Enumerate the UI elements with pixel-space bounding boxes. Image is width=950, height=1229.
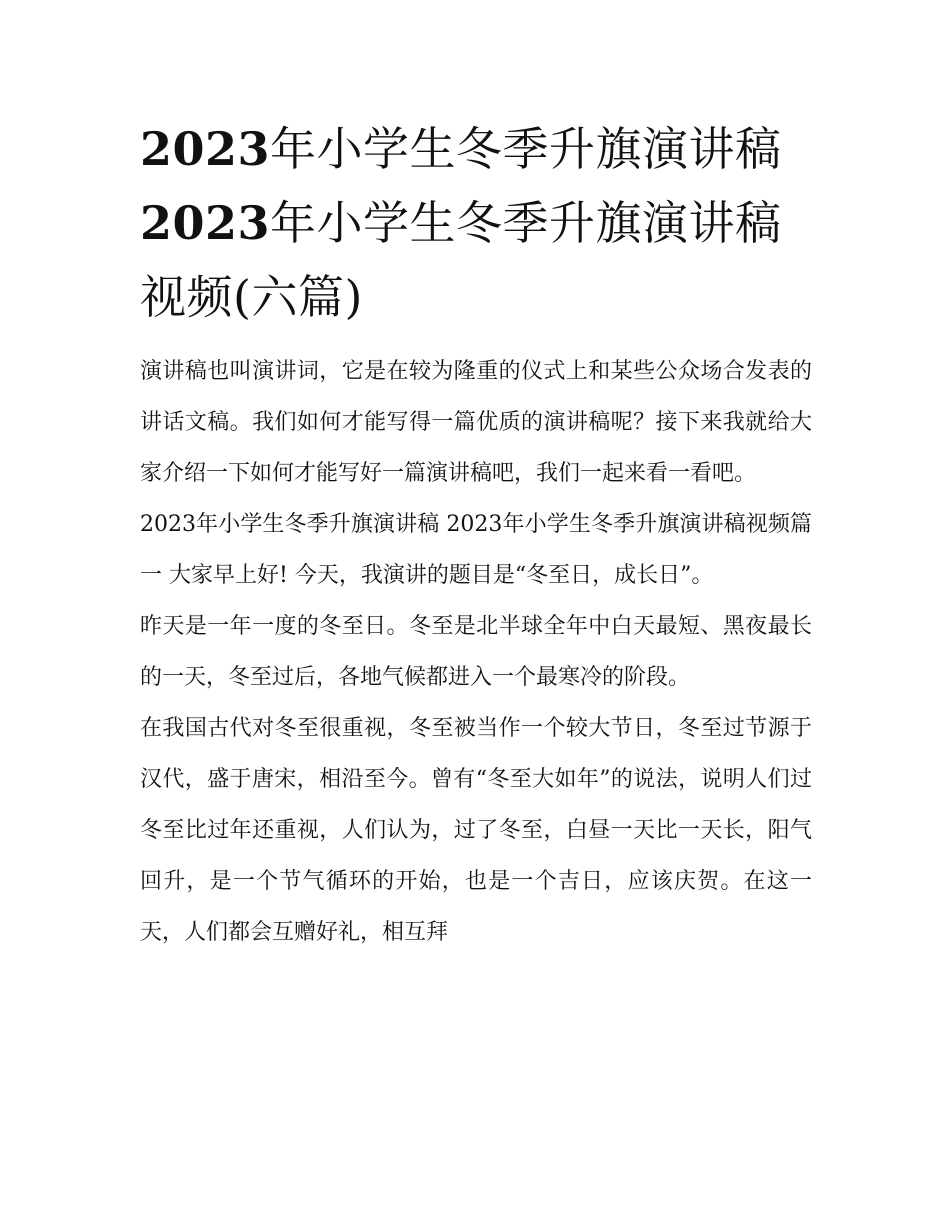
paragraph-speech-heading: 2023年小学生冬季升旗演讲稿 2023年小学生冬季升旗演讲稿视频篇一 大家早上好! 今天，我演讲的题目是“冬至日，成长日”。 (140, 512, 812, 588)
paragraph-winter-solstice: 昨天是一年一度的冬至日。冬至是北半球全年中白天最短、黑夜最长的一天，冬至过后，各地气候都进入一个最寒冷的阶段。 (140, 614, 812, 690)
document-title: 2023年小学生冬季升旗演讲稿 2023年小学生冬季升旗演讲稿视频(六篇) (140, 122, 782, 324)
paragraph-ancient-custom: 在我国古代对冬至很重视，冬至被当作一个较大节日，冬至过节源于汉代，盛于唐宋，相沿至今。曾有“冬至大如年”的说法，说明人们过冬至比过年还重视，人们认为，过了冬至，白昼一天比一天长，阳气回升，是一个节气循环的开始，也是一个吉日，应该庆贺。在这一天，人们都会互赠好礼，相互拜 (140, 716, 812, 945)
document-body (140, 112, 812, 958)
paragraph-intro: 演讲稿也叫演讲词，它是在较为隆重的仪式上和某些公众场合发表的讲话文稿。我们如何才能写得一篇优质的演讲稿呢？接下来我就给大家介绍一下如何才能写好一篇演讲稿吧，我们一起来看一看吧。 (140, 359, 812, 486)
